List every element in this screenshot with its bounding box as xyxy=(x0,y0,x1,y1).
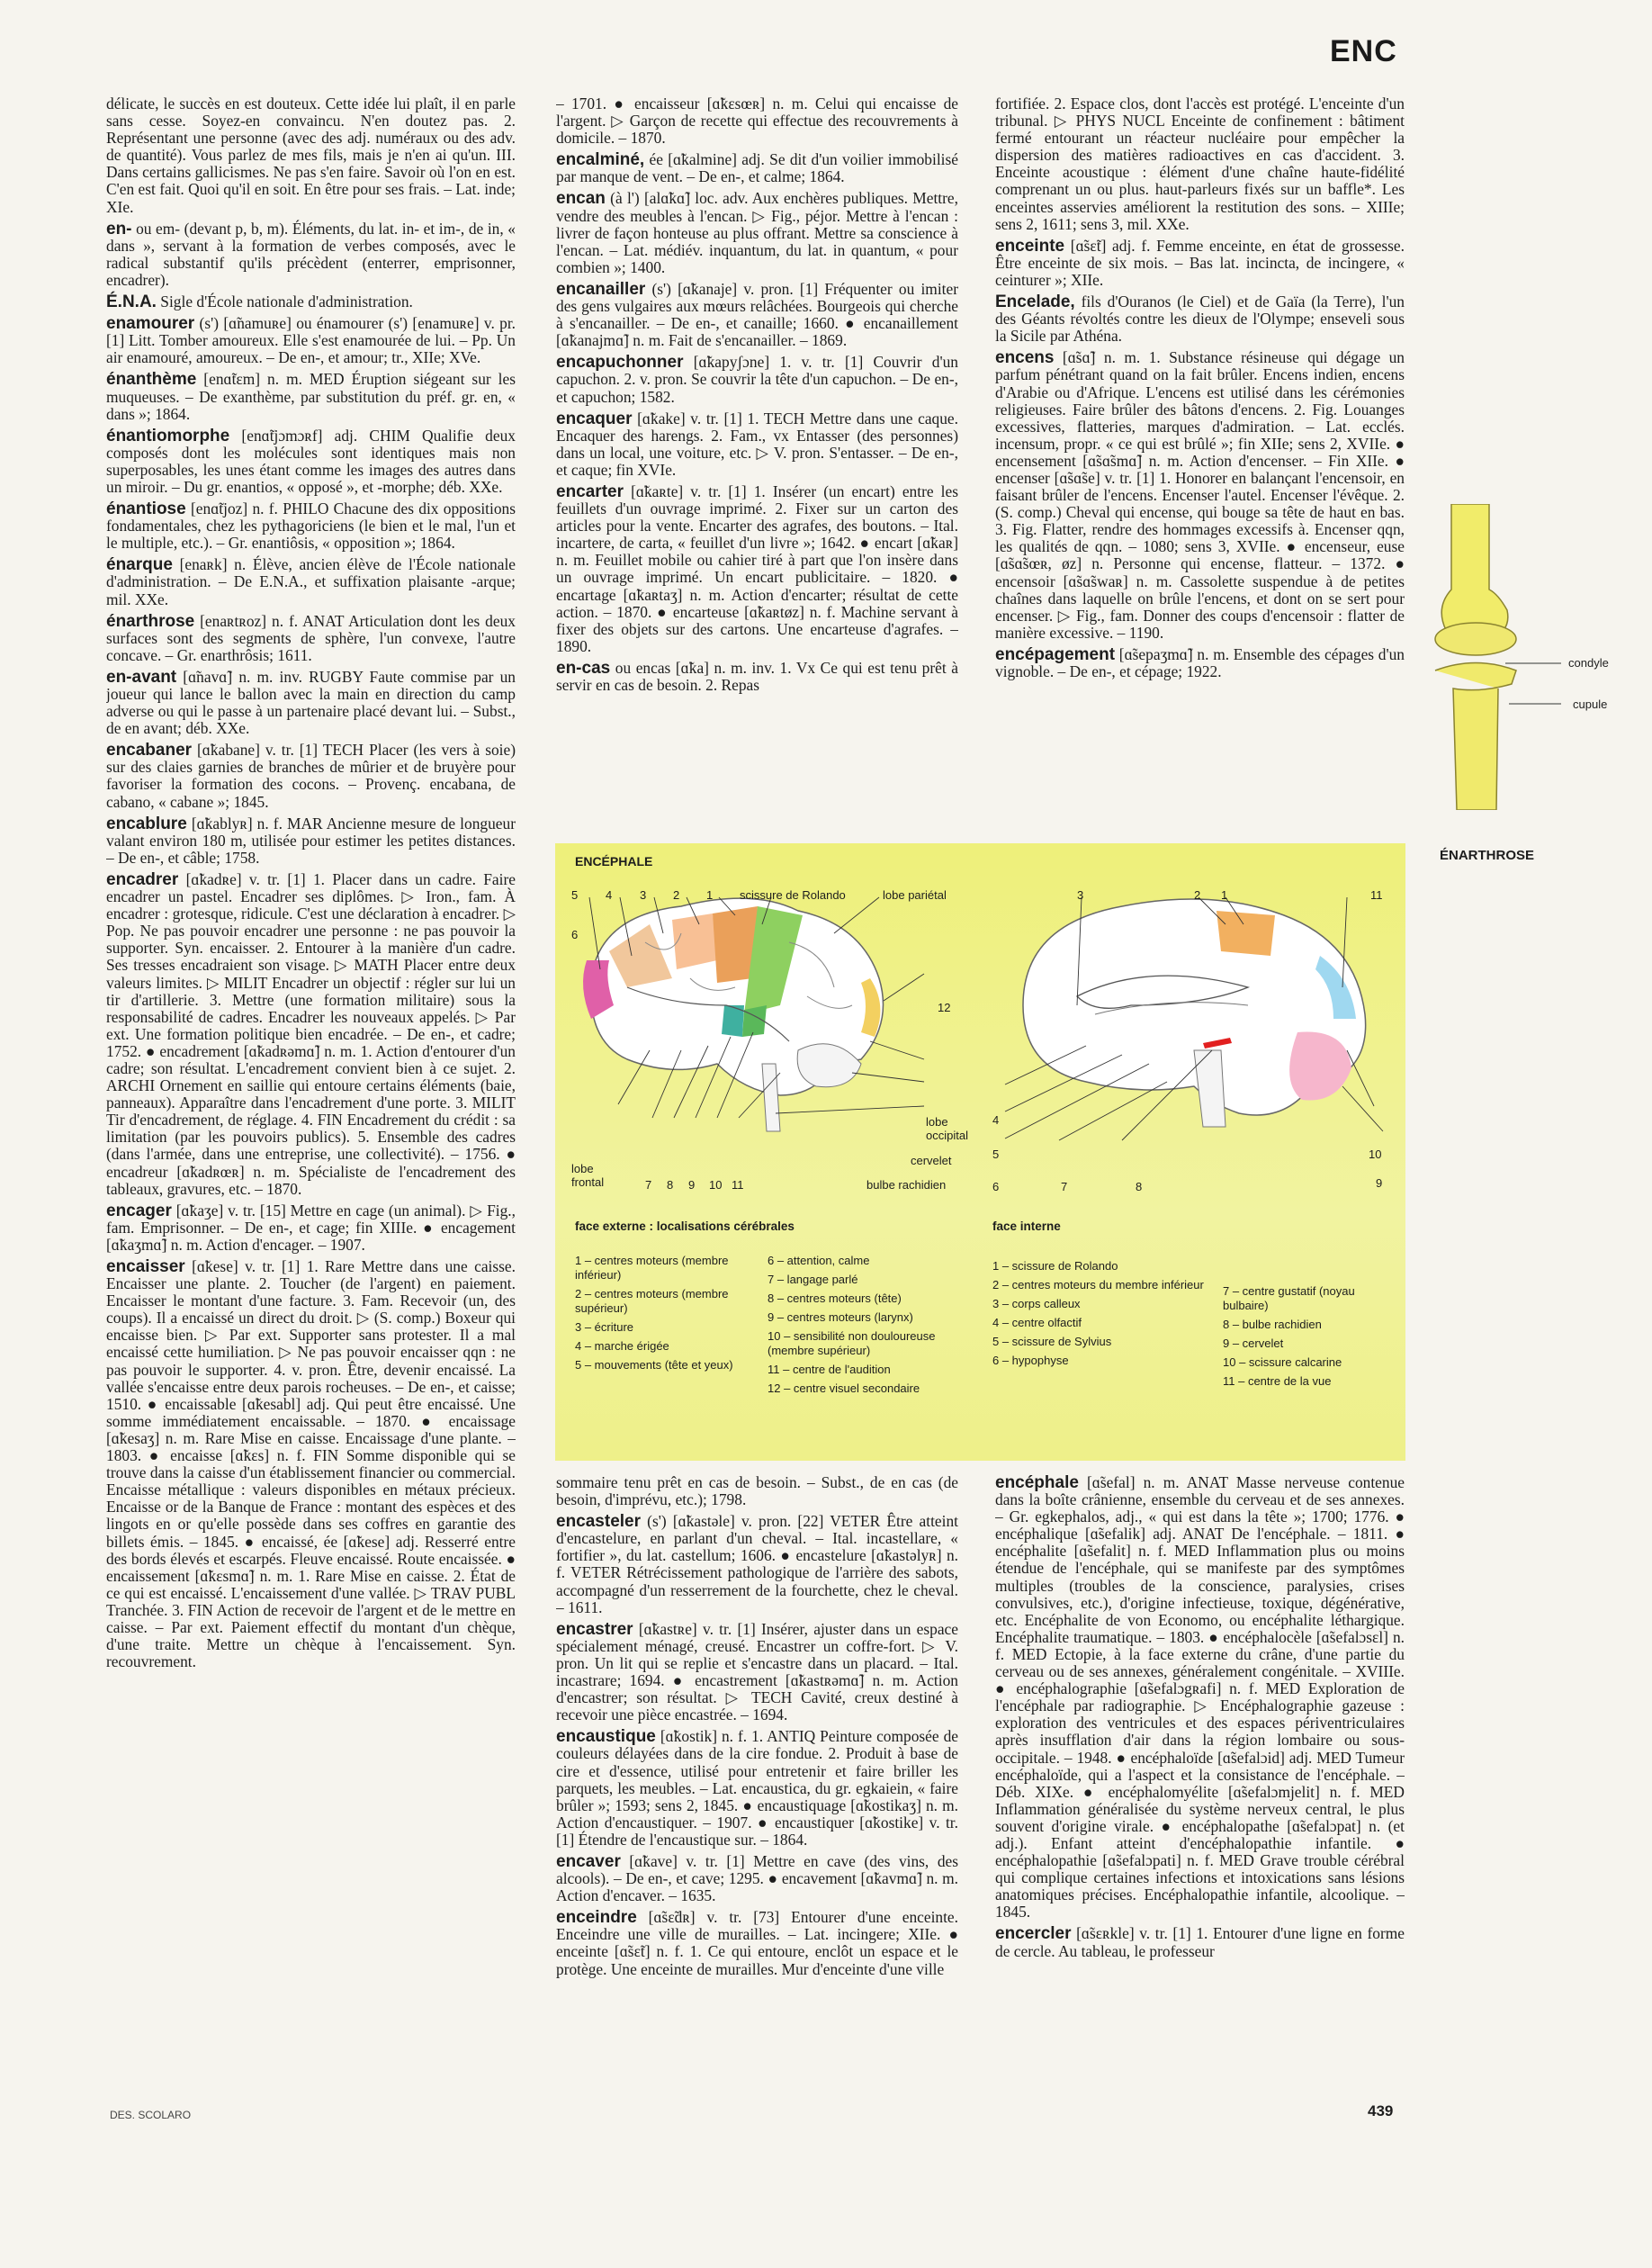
entry-paragraph: encan (à l') [alɑ̃kɑ̃] loc. adv. Aux enchères publiques. Mettre, vendre des meubles à l'encan. ▷ Fig., péjor. Mettre à l'encan : livrer de façon honteuse au plus offrant. Mettre sa conscience à l'encan. – Lat. médiév. inquantum, du lat. in quantum, « pour combien »; 1400. xyxy=(556,189,958,276)
ext-label-frontal: lobe frontal xyxy=(571,1162,605,1189)
legend-item: 5 – scissure de Sylvius xyxy=(992,1335,1112,1348)
ext-num-11: 11 xyxy=(732,1178,744,1192)
entry-paragraph: énanthème [enɑ̃tɛm] n. m. MED Éruption siégeant sur les muqueuses. – De exanthème, par substitution du préf. gr. en, « dans »; 1864. xyxy=(106,370,516,423)
legend-item: 6 – hypophyse xyxy=(992,1354,1069,1367)
entry-paragraph: fortifiée. 2. Espace clos, dont l'accès est protégé. L'enceinte d'un tribunal. ▷ PHYS NUCL Enceinte de confinement : bâtiment fermé entourant un réacteur nucléaire pour empêcher la dispersion des matières radioactives en cas d'accident. 3. Enceinte acoustique : élément d'une chaîne haute-fidélité comprenant un ou plus. haut-parleurs fixés sur un baffle*. Les enceintes asservies améliorent la restitution des sons. – XIIIe; sens 2, 1611; sens 3, mil. XXe. xyxy=(995,95,1405,233)
entry-paragraph: encablure [ɑ̃kablyʀ] n. f. MAR Ancienne mesure de longueur valant environ 180 m, utilisée pour estimer les petites distances. – De en-, et câble; 1758. xyxy=(106,814,516,867)
legend-item: 7 – centre gustatif (noyau bulbaire) xyxy=(1223,1284,1355,1312)
text-column-3-bottom xyxy=(995,1474,1405,2086)
entry-paragraph: Encelade, fils d'Ouranos (le Ciel) et de Gaïa (la Terre), l'un des Géants révoltés contre les dieux de l'Olympe; enseveli sous la Sicile par Athéna. xyxy=(995,292,1405,346)
int-num-6: 6 xyxy=(992,1180,1000,1193)
entry-paragraph: encaver [ɑ̃kave] v. tr. [1] Mettre en cave (des vins, des alcools). – De en-, et cave; 1295. ● encavement [ɑ̃kavmɑ̃] n. m. Action d'encaver. – 1635. xyxy=(556,1851,958,1905)
ext-num-2: 2 xyxy=(673,888,680,902)
legend-item: 11 – centre de l'audition xyxy=(768,1363,891,1376)
legend-item: 8 – bulbe rachidien xyxy=(1223,1318,1322,1331)
encephale-figure xyxy=(555,843,1405,1461)
legend-item: 1 – centres moteurs (membre inférieur) xyxy=(575,1254,729,1282)
legend-item: 9 – centres moteurs (larynx) xyxy=(768,1310,913,1324)
legend-item: 3 – corps calleux xyxy=(992,1297,1081,1310)
entry-paragraph: encadrer [ɑ̃kadʀe] v. tr. [1] 1. Placer dans un cadre. Faire encadrer un pastel. Encadrer ses diplômes. ▷ Iron., fam. À encadrer : grotesque, ridicule. C'est une déclaration à encadrer. ▷ Pop. Ne pas pouvoir encadrer une personne : ne pas pouvoir la supporter. Syn. encaisser. 2. Entourer à la manière d'un cadre. Ses tresses encadraient son visage. ▷ MATH Placer entre deux valeurs limites. ▷ MILIT Encadrer un objectif : régler sur lui un tir d'artillerie. 3. Mettre (une formation militaire) sous la responsabilité de cadres. Encadrer les nouveaux appelés. ▷ Par ext. Une formation politique bien encadrée. – De en-, et cadre; 1752. ● encadrement [ɑ̃kadʀəmɑ̃] n. m. 1. Action d'entourer d'un cadre; son résultat. L'encadrement convient bien à ce sujet. 2. ARCHI Ornement en saillie qui entoure certains éléments (baie, panneaux). Apparaître dans l'encadrement d'une porte. 3. MILIT Tir d'encadrement, de réglage. 4. FIN Encadrement du crédit : sa limitation (par les pouvoirs publics). 5. Ensemble des cadres (dans l'armée, dans une entreprise, une collectivité). – 1756. ● encadreur [ɑ̃kadʀœʀ] n. m. Spécialiste de l'encadrement des tableaux, gravures, etc. – 1870. xyxy=(106,869,516,1198)
int-num-5: 5 xyxy=(992,1148,1000,1161)
illustration-credit: DES. SCOLARO xyxy=(110,2109,192,2121)
ext-label-parietal: lobe pariétal xyxy=(883,888,947,902)
legend-item: 6 – attention, calme xyxy=(768,1254,870,1267)
int-num-7: 7 xyxy=(1061,1180,1068,1193)
ext-num-8: 8 xyxy=(667,1178,674,1192)
int-num-1: 1 xyxy=(1221,888,1228,902)
int-num-9: 9 xyxy=(1376,1176,1383,1190)
text-column-2-top xyxy=(556,95,958,842)
entry-paragraph: – 1701. ● encaisseur [ɑ̃kɛsœʀ] n. m. Celui qui encaisse de l'argent. ▷ Garçon de recette qui effectue des recouvrements à domicile. – 1870. xyxy=(556,95,958,148)
int-num-2: 2 xyxy=(1194,888,1201,902)
ext-label-occipital: lobe occipital xyxy=(926,1115,968,1142)
entry-paragraph: énantiose [enɑ̃tjoz] n. f. PHILO Chacune des dix oppositions fondamentales, chez les pythagoriciens (le bien et le mal, l'un et le multiple, etc.). – Gr. enantiôsis, « opposition »; 1864. xyxy=(106,500,516,553)
legend-item: 9 – cervelet xyxy=(1223,1336,1284,1350)
legend-item: 4 – marche érigée xyxy=(575,1339,669,1353)
internal-legend-left xyxy=(992,1259,1208,1372)
internal-heading: face interne xyxy=(992,1220,1061,1233)
int-num-10: 10 xyxy=(1369,1148,1382,1161)
entry-paragraph: encalminé, ée [ɑ̃kalmine] adj. Se dit d'un voilier immobilisé par manque de vent. – De en-, et calme; 1864. xyxy=(556,150,958,186)
legend-item: 12 – centre visuel secondaire xyxy=(768,1382,920,1395)
entry-paragraph: encabaner [ɑ̃kabane] v. tr. [1] TECH Placer (les vers à soie) sur des claies garnies de branches de mûrier et de bruyère pour favoriser la formation des cocons. – Provenç. encabana, de cabano, « cabane »; 1845. xyxy=(106,741,516,811)
internal-legend-right xyxy=(1223,1284,1403,1393)
ext-num-6: 6 xyxy=(571,928,579,941)
ext-num-7: 7 xyxy=(645,1178,652,1192)
ext-num-10: 10 xyxy=(709,1178,723,1192)
ext-num-3: 3 xyxy=(640,888,647,902)
page-number: 439 xyxy=(1368,2102,1394,2120)
entry-paragraph: en- ou em- (devant p, b, m). Éléments, du lat. in- et im-, de in, « dans », servant à la formation de verbes composés, avec le radical substantif qu'ils précèdent (enterrer, emprisonner, encadrer). xyxy=(106,219,516,289)
internal-brain-drawing xyxy=(987,870,1401,1167)
ext-label-bulbe: bulbe rachidien xyxy=(866,1178,947,1192)
entry-paragraph: encastrer [ɑ̃kastʀe] v. tr. [1] Insérer, ajuster dans un espace spécialement ménagé, creusé. Encastrer un coffre-fort. ▷ V. pron. Un lit qui se replie et s'encastre dans un placard. – Ital. incastrare; 1694. ● encastrement [ɑ̃kastʀəmɑ̃] n. m. Action d'encastrer; son résultat. ▷ TECH Cavité, creux destiné à recevoir une pièce encastrée. – 1694. xyxy=(556,1619,958,1724)
entry-paragraph: encépagement [ɑ̃sepaʒmɑ̃] n. m. Ensemble des cépages d'un vignoble. – De en-, et cépage; 1922. xyxy=(995,644,1405,680)
text-column-1 xyxy=(106,95,516,2075)
knee-label-cupule: cupule xyxy=(1573,698,1608,711)
entry-paragraph: enceinte [ɑ̃sɛ̃t] adj. f. Femme enceinte, en état de grossesse. Être enceinte de six mois. – Bas lat. incincta, de incingere, « ceinturer »; XIIe. xyxy=(995,236,1405,289)
entry-paragraph: en-cas ou encas [ɑ̃ka] n. m. inv. 1. Vx Ce qui est tenu prêt à servir en cas de besoin. 2. Repas xyxy=(556,658,958,694)
external-legend-right xyxy=(768,1254,947,1400)
legend-item: 2 – centres moteurs du membre inférieur xyxy=(992,1278,1204,1292)
external-brain-drawing xyxy=(564,870,969,1167)
ext-num-5: 5 xyxy=(571,888,579,902)
int-num-3: 3 xyxy=(1077,888,1084,902)
legend-item: 7 – langage parlé xyxy=(768,1273,858,1286)
entry-paragraph: délicate, le succès en est douteux. Cette idée lui plaît, il en parle sans cesse. Soyez-en convaincu. N'en doutez pas. 2. Représentant une personne (avec des adj. numéraux ou des adv. de quantité). Vous parlez de mes fils, mais je n'en ai qu'un. III. Dans certains gallicismes. Ne pas s'en faire. Savoir où l'on en est. C'en est fait. Quoi qu'il en soit. En être pour ses frais. – Lat. inde; XIe. xyxy=(106,95,516,216)
entry-paragraph: enamourer (s') [ɑ̃namuʀe] ou énamourer (s') [enamuʀe] v. pr. [1] Litt. Tomber amoureux. Elle s'est enamourée de lui. – Pp. Un air enamouré, amoureux. – De en-, et amour; tr., XIIe; XVe. xyxy=(106,314,516,367)
entry-paragraph: sommaire tenu prêt en cas de besoin. – Subst., de en cas (de besoin, d'imprévu, etc.); 1798. xyxy=(556,1474,958,1509)
entry-paragraph: encager [ɑ̃kaʒe] v. tr. [15] Mettre en cage (un animal). ▷ Fig., fam. Emprisonner. – De en-, et cage; fin XIIIe. ● encagement [ɑ̃kaʒmɑ̃] n. m. Action d'encager. – 1907. xyxy=(106,1201,516,1254)
entry-paragraph: en-avant [ɑ̃navɑ̃] n. m. inv. RUGBY Faute commise par un joueur qui lance le ballon avec la main en direction du camp adverse ou qui le passe à un partenaire placé devant lui. – Subst., de en avant; déb. XXe. xyxy=(106,667,516,738)
entry-paragraph: encercler [ɑ̃sɛʀkle] v. tr. [1] 1. Entourer d'une ligne en forme de cercle. Au tableau, le professeur xyxy=(995,1924,1405,1960)
ext-label-rolando: scissure de Rolando xyxy=(740,888,846,902)
entry-paragraph: encens [ɑ̃sɑ̃] n. m. 1. Substance résineuse qui dégage un parfum pénétrant quand on la fait brûler. Encens indien, encens d'Arabie ou d'Afrique. L'encens est utilisé dans les cérémonies religieuses. Faire brûler des bâtons d'encens. 2. Fig. Louanges excessives, flatteries, marques d'admiration. – Lat. ecclés. incensum, propr. « ce qui est brûlé »; fin XIIe; sens 2, XVIIe. ● encensement [ɑ̃sɑ̃smɑ̃] n. m. Action d'encenser. – Fin XIIe. ● encenser [ɑ̃sɑ̃se] v. tr. [1] 1. Honorer en balançant l'encensoir, en faisant brûler de l'encens. Encenser l'autel. Encenser l'évêque. 2. (S. comp.) Cheval qui encense, qui bouge sa tête de haut en bas. 3. Fig. Flatter, rendre des hommages excessifs à. Encenser qqn, les qualités de qqn. – 1080; sens 3, XVIIe. ● encenseur, euse [ɑ̃sɑ̃sœʀ, øz] n. Personne qui encense, flatteur. – 1372. ● encensoir [ɑ̃sɑ̃swaʀ] n. m. Cassolette suspendue à de petites chaînes dans laquelle on brûle l'encens, et dont on se sert pour encenser. ▷ Fig., fam. Donner des coups d'encensoir : flatter de manière excessive. – 1190. xyxy=(995,348,1405,642)
entry-paragraph: encaisser [ɑ̃kese] v. tr. [1] 1. Rare Mettre dans une caisse. Encaisser une plante. 2. Toucher (de l'argent) en paiement. Encaisser le montant d'une facture. 3. Fam. Recevoir (un, des coups). Il a encaissé un direct du droit. ▷ (S. comp.) Boxeur qui encaisse bien. ▷ Par ext. Supporter sans protester. Il a mal encaissé cette humiliation. ▷ Ne pas pouvoir encaisser qqn : ne pas pouvoir le supporter. 4. v. pron. Être, devenir encaissé. La vallée s'encaisse entre deux parois rocheuses. – De en-, et caisse; 1510. ● encaissable [ɑ̃kesabl] adj. Qui peut être encaissé. Une somme immédiatement encaissable. – 1870. ● encaissage [ɑ̃kesaʒ] n. m. Rare Mise en caisse. Encaissage d'une plante. – 1803. ● encaisse [ɑ̃kɛs] n. f. FIN Somme disponible qui se trouve dans la caisse d'un établissement financier ou commercial. Encaisse métallique : valeurs disponibles en métaux précieux. Encaisse or de la Banque de France : montant des espèces et des lingots en or qu'elle possède dans ses coffres en garantie des billets émis. – 1845. ● encaissé, ée [ɑ̃kese] adj. Resserré entre des bords élevés et escarpés. Fleuve encaissé. Route encaissée. ● encaissement [ɑ̃kɛsmɑ̃] n. m. 1. Rare Mise en caisse. 2. État de ce qui est encaissé. L'encaissement d'une vallée. ▷ TRAV PUBL Tranchée. 3. FIN Action de recevoir de l'argent et de le mettre en caisse. – Par ext. Paiement effectif du montant d'un chèque, d'une traite. Mettre un chèque à l'encaissement. Syn. recouvrement. xyxy=(106,1257,516,1671)
enarthrose-illustration xyxy=(1426,504,1561,810)
legend-item: 4 – centre olfactif xyxy=(992,1316,1082,1329)
figure-title: ENCÉPHALE xyxy=(575,854,653,868)
entry-paragraph: encapuchonner [ɑ̃kapyʃɔne] 1. v. tr. [1] Couvrir d'un capuchon. 2. v. pron. Se couvrir la tête d'un capuchon. – De en-, et capuchon; 1582. xyxy=(556,353,958,406)
legend-item: 2 – centres moteurs (membre supérieur) xyxy=(575,1287,729,1315)
int-num-11: 11 xyxy=(1370,888,1383,902)
ext-num-1: 1 xyxy=(706,888,714,902)
running-head: ENC xyxy=(1330,34,1397,68)
legend-item: 10 – sensibilité non douloureuse (membre supérieur) xyxy=(768,1329,936,1357)
entry-paragraph: encanailler (s') [ɑ̃kanaje] v. pron. [1] Fréquenter ou imiter des gens vulgaires aux mœurs relâchées. Bourgeois qui cherche à s'encanailler. – De en-, et canaille; 1660. ● encanaillement [ɑ̃kanajmɑ̃] n. m. Fait de s'encanailler. – 1869. xyxy=(556,279,958,350)
entry-paragraph: énarthrose [enaʀtʀoz] n. f. ANAT Articulation dont les deux surfaces sont des segments de sphère, l'un convexe, l'autre concave. – Gr. enarthrôsis; 1611. xyxy=(106,611,516,664)
text-column-2-bottom xyxy=(556,1474,958,2086)
ext-num-9: 9 xyxy=(688,1178,696,1192)
entry-paragraph: énantiomorphe [enɑ̃tjɔmɔʀf] adj. CHIM Qualifie deux composés dont les molécules sont identiques mais non superposables, les unes étant comme les images des autres dans un miroir. – Du gr. enantios, « opposé », et -morphe; déb. XXe. xyxy=(106,426,516,496)
legend-item: 3 – écriture xyxy=(575,1320,634,1334)
legend-item: 5 – mouvements (tête et yeux) xyxy=(575,1358,733,1372)
external-legend-left xyxy=(575,1254,764,1377)
entry-paragraph: enceindre [ɑ̃sɛ̃dʀ] v. tr. [73] Entourer d'une enceinte. Enceindre une ville de murailles. – Lat. incingere; XIIe. ● enceinte [ɑ̃sɛ̃t] n. f. 1. Ce qui entoure, enclôt un espace et le protège. Une enceinte de murailles. Mur d'enceinte d'une ville xyxy=(556,1908,958,1978)
text-column-3-top xyxy=(995,95,1405,829)
int-num-4: 4 xyxy=(992,1113,1000,1127)
ext-num-4: 4 xyxy=(606,888,613,902)
entry-paragraph: É.N.A. Sigle d'École nationale d'administration. xyxy=(106,292,413,312)
legend-item: 1 – scissure de Rolando xyxy=(992,1259,1118,1273)
ext-label-cervelet: cervelet xyxy=(911,1154,952,1167)
entry-paragraph: énarque [enaʀk] n. Élève, ancien élève de l'École nationale d'administration. – De E.N.A., et suffixation plaisante -arque; mil. XXe. xyxy=(106,555,516,608)
knee-label-condyle: condyle xyxy=(1568,656,1609,670)
legend-item: 10 – scissure calcarine xyxy=(1223,1355,1342,1369)
entry-paragraph: encasteler (s') [ɑ̃kastəle] v. pron. [22] VETER Être atteint d'encastelure, en parlant d'un cheval. – Ital. incastellare, « fortifier », du lat. castellum; 1606. ● encastelure [ɑ̃kastəlyʀ] n. f. VETER Rétrécissement pathologique de l'arrière des sabots, accompagné d'un resserrement de la fourchette, chez le cheval. – 1611. xyxy=(556,1512,958,1616)
external-heading: face externe : localisations cérébrales xyxy=(575,1220,795,1233)
knee-caption: ÉNARTHROSE xyxy=(1440,848,1535,863)
entry-paragraph: encéphale [ɑ̃sefal] n. m. ANAT Masse nerveuse contenue dans la boîte crânienne, ensemble du cerveau et de ses annexes. – Gr. egkephalos, adj., « qui est dans la tête »; 1700; 1776. ● encéphalique [ɑ̃sefalik] adj. ANAT De l'encéphale. – 1811. ● encéphalite [ɑ̃sefalit] n. f. MED Inflammation plus ou moins étendue de l'encéphale, qui se manifeste par des symptômes multiples (troubles de la conscience, paralysies, crises convulsives, etc.), d'origine infectieuse, toxique, dégénérative, etc. Encéphalite de von Economo, ou encéphalite léthargique. Encéphalite traumatique. – 1803. ● encéphalocèle [ɑ̃sefalɔsɛl] n. f. MED Ectopie, à la face externe du crâne, d'une partie du cerveau ou de ses annexes, généralement congénitale. – XVIIIe. ● encéphalographie [ɑ̃sefalɔgʀafi] n. f. MED Exploration de l'encéphale par radiographie. ▷ Encéphalographie gazeuse : exploration des ventricules et des espaces périventriculaires après insufflation d'air dans la région lombaire ou sous-occipitale. – 1948. ● encéphaloïde [ɑ̃sefalɔid] adj. MED Tumeur encéphaloïde, qui a l'aspect et la consistance de l'encéphale. – Déb. XIXe. ● encéphalomyélite [ɑ̃sefalɔmjelit] n. f. MED Inflammation généralisée du système nerveux central, le plus souvent d'origine virale. ● encéphalopathe [ɑ̃sefalɔpat] n. (et adj.). Enfant atteint d'encéphalopathie infantile. ● encéphalopathie [ɑ̃sefalɔpati] n. f. MED Grave trouble cérébral qui complique certaines infections et intoxications sans lésions anatomiques précises. Encéphalopathie infantile, alcoolique. – 1845. xyxy=(995,1474,1405,1922)
ext-num-12: 12 xyxy=(938,1001,951,1014)
int-num-8: 8 xyxy=(1136,1180,1143,1193)
legend-item: 8 – centres moteurs (tête) xyxy=(768,1292,902,1305)
entry-paragraph: encarter [ɑ̃kaʀte] v. tr. [1] 1. Insérer (un encart) entre les feuillets d'un ouvrage imprimé. 2. Fixer sur un carton des articles pour la vente. Encarter des agrafes, des boutons. – Ital. incartere, de carta, « feuillet d'un livre »; 1642. ● encart [ɑ̃kaʀ] n. m. Feuillet mobile ou cahier tiré à part que l'on insère dans un ouvrage imprimé. Un encart publicitaire. – 1820. ● encartage [ɑ̃kaʀtaʒ] n. m. Action d'encarter; résultat de cette action. – 1870. ● encarteuse [ɑ̃kaʀtøz] n. f. Machine servant à fixer des objets sur des cartons. Une encarteuse d'agrafes. – 1890. xyxy=(556,482,958,655)
entry-paragraph: encaustique [ɑ̃kostik] n. f. 1. ANTIQ Peinture composée de couleurs délayées dans de la cire fondue. 2. Produit à base de cire et d'essence, utilisé pour entretenir et faire briller les parquets, les meubles. – Lat. encaustica, du gr. egkaiein, « faire brûler »; 1593; sens 2, 1845. ● encaustiquage [ɑ̃kostikaʒ] n. m. Action d'encaustiquer. – 1907. ● encaustiquer [ɑ̃kostike] v. tr. [1] Étendre de l'encaustique sur. – 1864. xyxy=(556,1727,958,1849)
legend-item: 11 – centre de la vue xyxy=(1223,1374,1332,1388)
entry-paragraph: encaquer [ɑ̃kake] v. tr. [1] 1. TECH Mettre dans une caque. Encaquer des harengs. 2. Fam., vx Entasser (des personnes) dans un local, une voiture, etc. ▷ V. pron. S'entasser. – De en-, et caque; fin XVIe. xyxy=(556,409,958,479)
